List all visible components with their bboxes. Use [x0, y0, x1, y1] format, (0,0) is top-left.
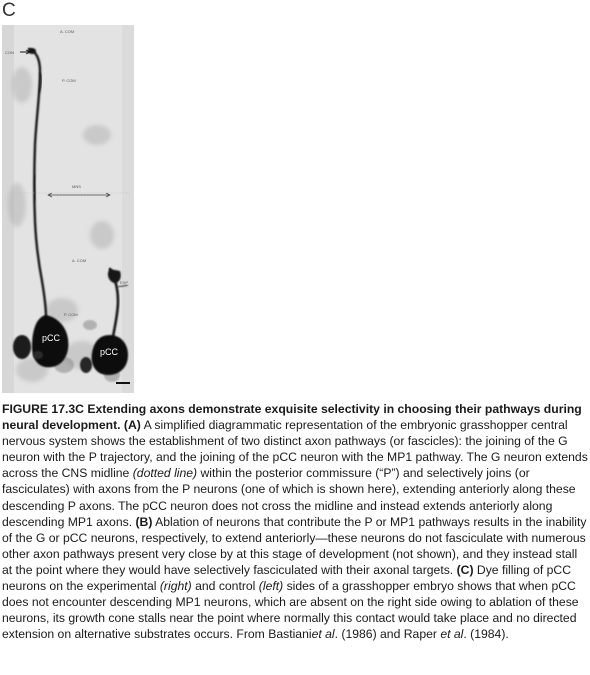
label-a-com: A. COM — [60, 29, 75, 34]
top-growth-cone — [28, 48, 36, 54]
label-exp: EXP — [120, 280, 129, 285]
micrograph-figure — [2, 25, 134, 393]
panel-letter: C — [2, 0, 16, 21]
caption-c-text-2: and control — [195, 579, 256, 594]
caption-a-text-1: A simplified diagrammatic representation of the embryonic grasshopper central nervous system shows the establishment of two distinct axon pathways (or fascicles): the joining of the G neuron with the P trajectory, and the joining of the pCC neuron with the MP1 pathway. The G neuron extends across the CNS midline — [2, 418, 588, 481]
label-pcc-left: pCC — [42, 333, 61, 343]
scale-bar — [116, 382, 130, 384]
caption-c-text-5: . (1984). — [463, 627, 509, 642]
figure-caption — [2, 401, 588, 642]
caption-et-al-1: et al — [311, 627, 335, 642]
label-con: CON — [5, 50, 14, 55]
label-p-com-lower: P. COM — [64, 312, 78, 317]
label-a-com-lower: A. COM — [72, 258, 87, 263]
caption-c-text-4: . (1986) and Raper — [334, 627, 437, 642]
caption-c-label: (C) — [456, 562, 474, 577]
label-p-com: P. COM — [62, 78, 76, 83]
label-pcc-right: pCC — [100, 347, 119, 357]
caption-c-text-3: sides of a grasshopper embryo shows that when pCC does not encounter descending MP1 neurons, which are absent on the right side owing to ablation of these neurons, its growth cone stalls near the point where normally this contact would take place and no directed extension on alternative substrates occurs. From Bastiani — [2, 579, 579, 642]
caption-c-italic-1: (right) — [159, 579, 192, 594]
caption-title: FIGURE 17.3C Extending axons demonstrate exquisite selectivity in choosing their pathways during neural development. — [2, 402, 582, 433]
label-mns: MNS — [72, 184, 81, 189]
caption-et-al-2: et al — [440, 627, 464, 642]
caption-b-label: (B) — [135, 514, 153, 529]
micrograph-image — [2, 25, 134, 393]
caption-a-italic-1: (dotted line) — [132, 466, 198, 481]
caption-c-italic-2: (left) — [258, 579, 284, 594]
caption-a-label: (A) — [123, 418, 141, 433]
caption-a-text-2: within the posterior commissure (“P”) and selectively joins (or fasciculates) with axons from the P neurons (one of which is shown here), extending anteriorly along these descending P axons. The pCC neuron does not cross the midline and instead extends anteriorly along descending MP1 axons. — [2, 466, 576, 529]
caption-b-text: Ablation of neurons that contribute the P or MP1 pathways results in the inability of the G or pCC neurons, respectively, to extend anteriorly—these neurons do not fasciculate with numerous other axon pathways present very close by at this stage of development (not shown), and they instead stall at the point where they would have selectively fasciculated with their axonal targets. — [2, 514, 587, 577]
caption-c-text-1: Dye filling of pCC neurons on the experimental — [2, 562, 572, 594]
